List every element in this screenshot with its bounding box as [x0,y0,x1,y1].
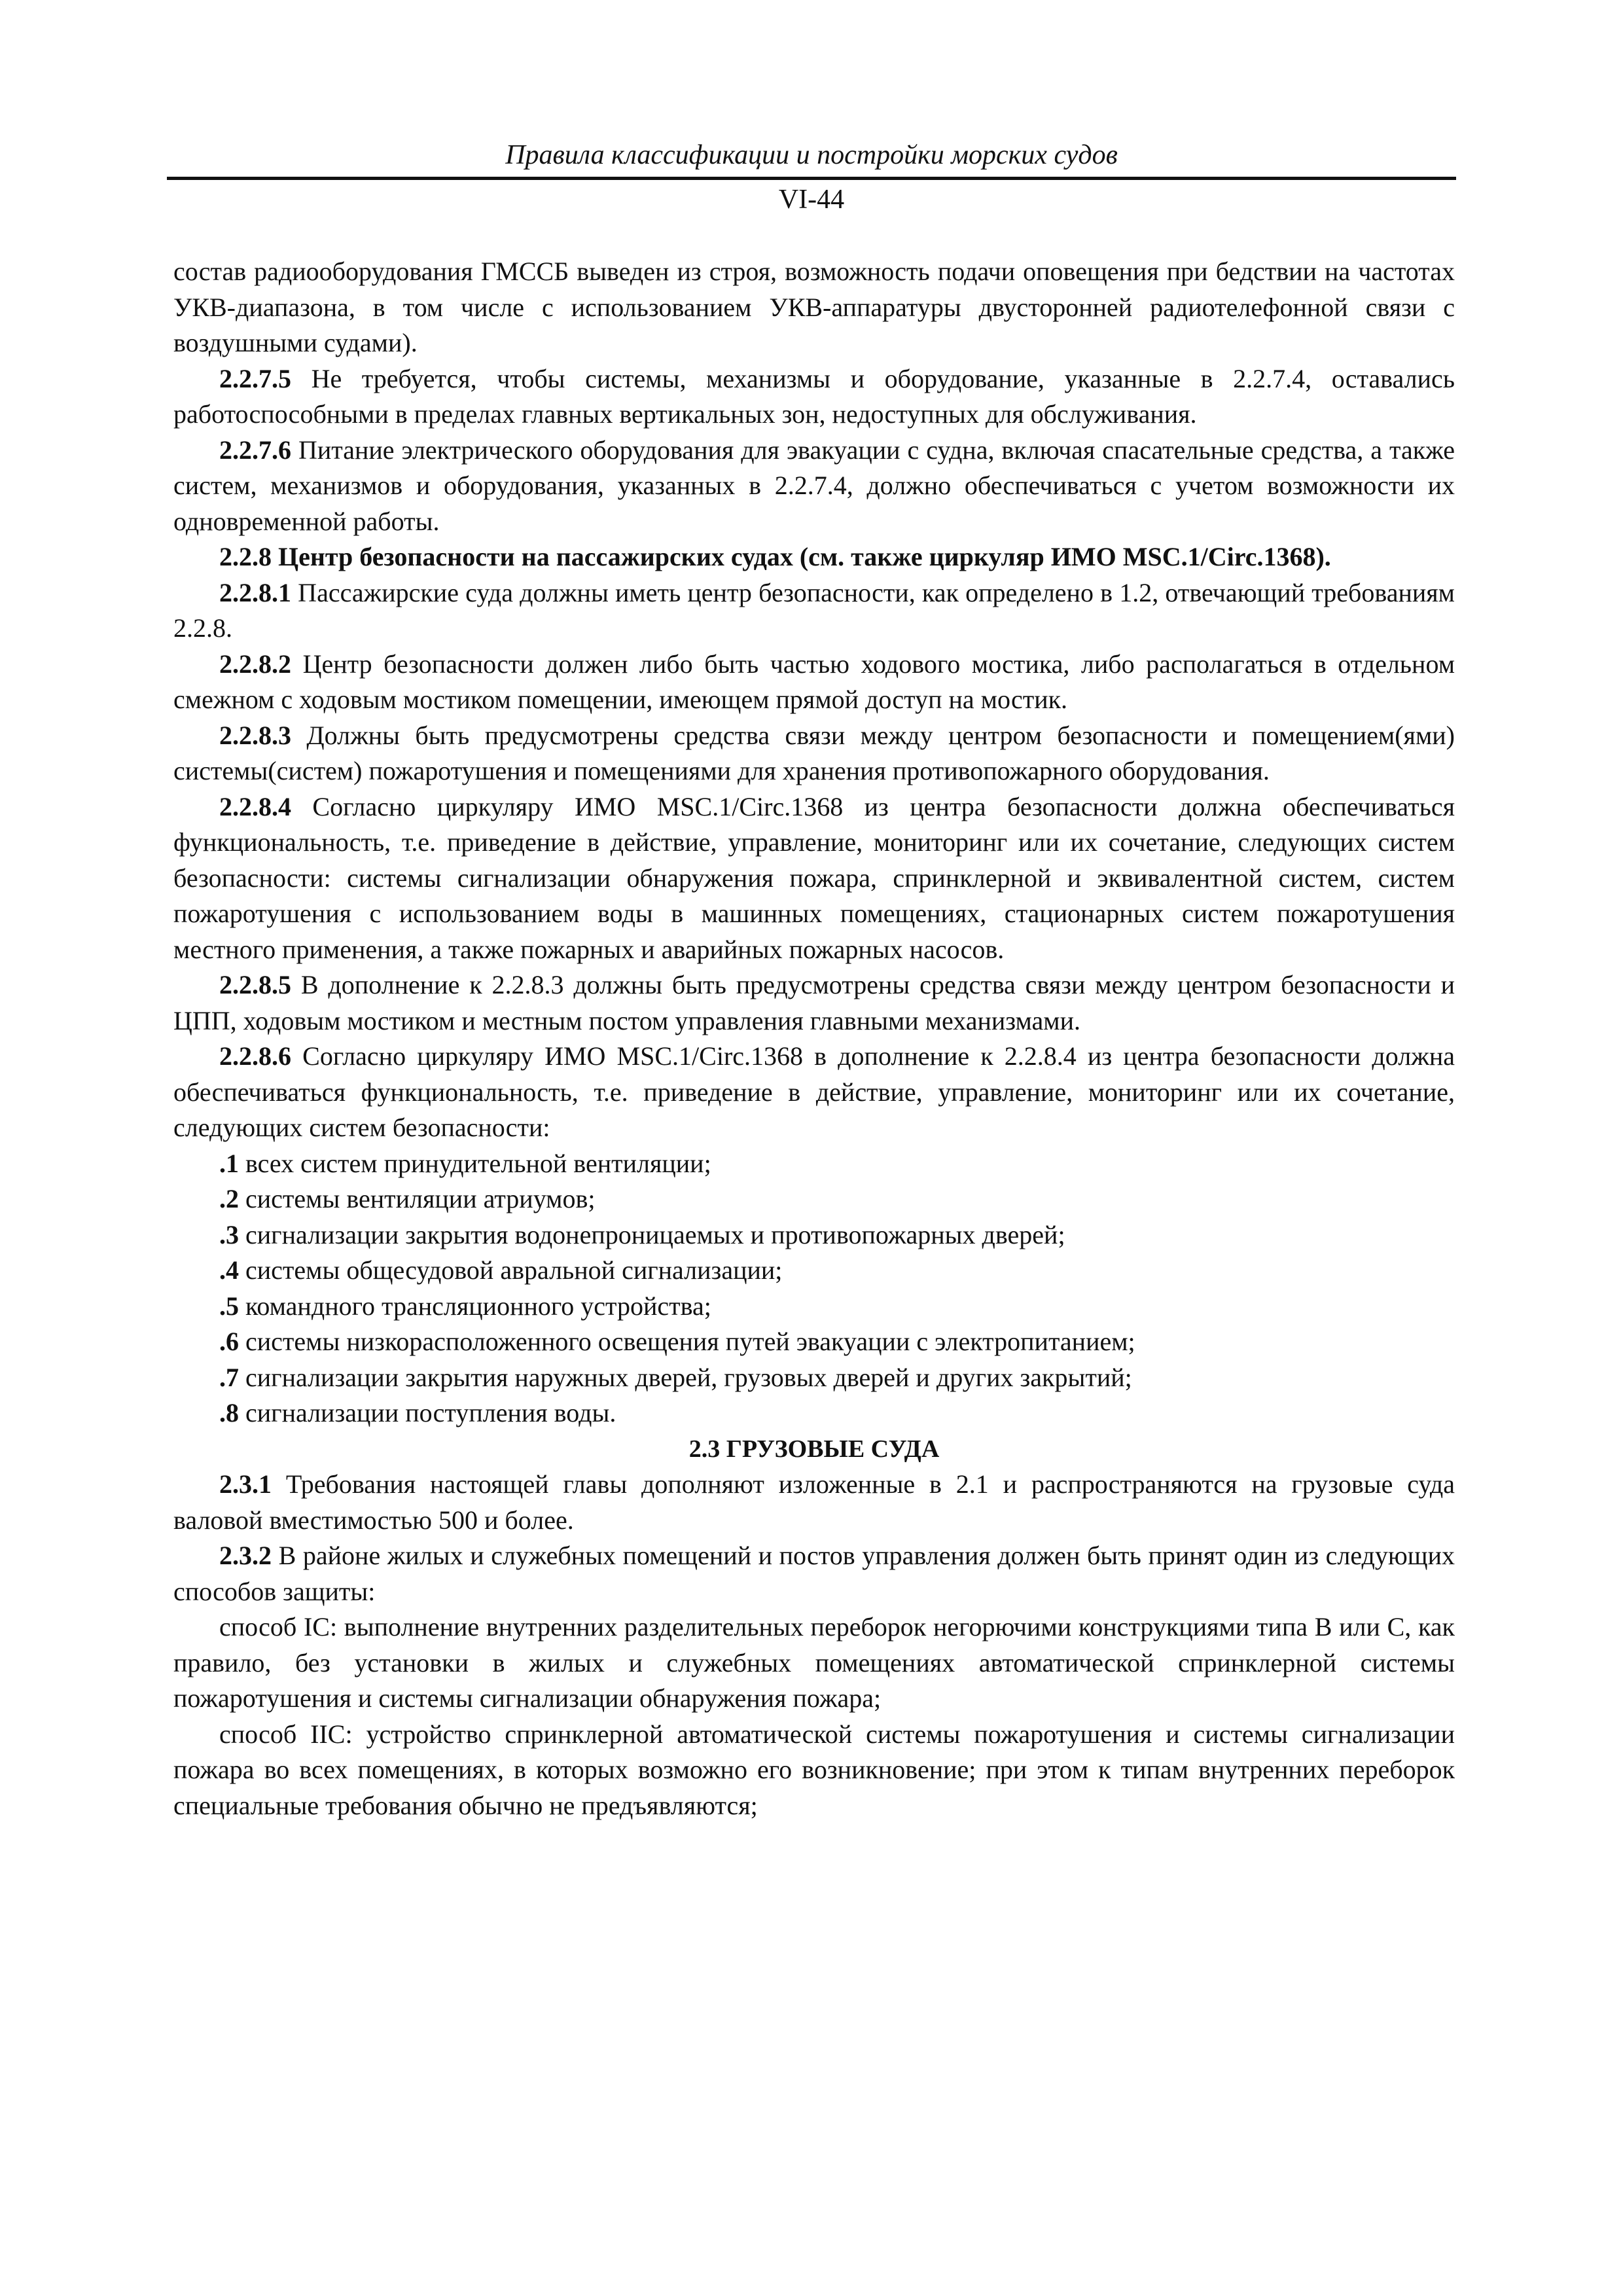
paragraph-2-3-1 [173,1467,1455,1538]
clause-text: В районе жилых и служебных помещений и постов управления должен быть принят один из следующих способов защиты: [173,1541,1455,1606]
list-text: сигнализации закрытия водонепроницаемых и противопожарных дверей; [239,1219,1065,1249]
list-item [173,1253,1455,1289]
list-number: .6 [219,1327,239,1356]
list-item [173,1289,1455,1325]
list-number: .8 [219,1398,239,1427]
clause-text: Должны быть предусмотрены средства связи между центром безопасности и помещением(ями) системы(систем) пожаротушения и помещениями для хранения противопожарного оборудования. [173,720,1455,785]
clause-text: Пассажирские суда должны иметь центр безопасности, как определено в 1.2, отвечающий требованиям 2.2.8. [173,577,1455,643]
clause-number: 2.3.2 [219,1541,272,1570]
list-item [173,1217,1455,1253]
paragraph-2-2-7-5 [173,361,1455,433]
clause-text: Центр безопасности должен либо быть частью ходового мостика, либо располагаться в отдельном смежном с ходовым мостиком помещении, имеющем прямой доступ на мостик. [173,649,1455,714]
list-number: .1 [219,1148,239,1178]
list-number: .4 [219,1255,239,1285]
clause-text: Согласно циркуляру ИМО MSC.1/Circ.1368 из центра безопасности должна обеспечиваться функциональность, т.е. приведение в действие, управление, мониторинг или их сочетание, следующих систем безопасности: системы сигнализации обнаружения пожара, спринклерной и эквивалентной систем, систем пожаротушения с использованием воды в машинных помещениях, стационарных систем пожаротушения местного применения, а также пожарных и аварийных пожарных насосов. [173,791,1455,964]
clause-number: 2.2.8.2 [219,649,291,679]
paragraph-2-2-8-3 [173,718,1455,789]
page-number: VI-44 [778,185,845,215]
list-item [173,1324,1455,1360]
list-text: системы вентиляции атриумов; [239,1184,596,1213]
list-item [173,1181,1455,1217]
clause-text: Не требуется, чтобы системы, механизмы и оборудование, указанные в 2.2.7.4, оставались работоспособными в пределах главных вертикальных зон, недоступных для обслуживания. [173,363,1455,429]
paragraph-2-2-7-6 [173,433,1455,540]
list-text: сигнализации поступления воды. [239,1398,616,1427]
list-item [173,1395,1455,1431]
paragraph-continuation: состав радиооборудования ГМССБ выведен из строя, возможность подачи оповещения при бедствии на частотах УКВ-диапазона, в том числе с использованием УКВ-аппаратуры двусторонней радиотелефонной связи с воздушными судами). [173,257,1455,357]
clause-number: 2.2.8.3 [219,720,291,750]
paragraph-2-2-8-6 [173,1039,1455,1146]
clause-text: Питание электрического оборудования для эвакуации с судна, включая спасательные средства, а также систем, механизмов и оборудования, указанных в 2.2.7.4, должно обеспечиваться с учетом возможности их одновременной работы. [173,435,1455,536]
paragraph-method-iic: способ IIC: устройство спринклерной автоматической системы пожаротушения и системы сигнализации пожара во всех помещениях, в которых возможно его возникновение; при этом к типам внутренних переборок специальные требования обычно не предъявляются; [173,1719,1455,1820]
list-item [173,1146,1455,1182]
clause-number: 2.2.8.5 [219,970,291,999]
section-title: 2.3 ГРУЗОВЫЕ СУДА [688,1435,940,1463]
paragraph-2-3-2 [173,1538,1455,1609]
paragraph-method-ic: способ IC: выполнение внутренних разделительных переборок негорючими конструкциями типа В или С, как правило, без установки в жилых и служебных помещениях автоматической спринклерной системы пожаротушения и системы сигнализации обнаружения пожара; [173,1612,1455,1713]
paragraph-2-2-8-5 [173,967,1455,1039]
list-text: всех систем принудительной вентиляции; [239,1148,711,1178]
clause-number: 2.2.7.5 [219,363,291,393]
header-rule [167,177,1456,180]
list-text: системы низкорасположенного освещения путей эвакуации с электропитанием; [239,1327,1135,1356]
clause-number: 2.2.8.1 [219,577,291,607]
list-number: .7 [219,1362,239,1392]
clause-number: 2.2.8.6 [219,1041,291,1071]
running-title: Правила классификации и постройки морских судов [505,140,1118,170]
paragraph-2-2-8-1 [173,575,1455,647]
list-text: командного трансляционного устройства; [239,1291,711,1321]
clause-number: 2.3.1 [219,1469,272,1499]
clause-number: 2.2.8.4 [219,791,291,821]
paragraph-2-2-8-4 [173,789,1455,968]
clause-text: Согласно циркуляру ИМО MSC.1/Circ.1368 в дополнение к 2.2.8.4 из центра безопасности должна обеспечиваться функциональность, т.е. приведение в действие, управление, мониторинг или их сочетание, следующих систем безопасности: [173,1041,1455,1142]
list-number: .3 [219,1219,239,1249]
list-number: .5 [219,1291,239,1321]
list-text: системы общесудовой авральной сигнализации; [239,1255,783,1285]
heading-2-2-8: 2.2.8 Центр безопасности на пассажирских судах (см. также циркуляр ИМО MSC.1/Circ.1368). [219,542,1331,571]
clause-number: 2.2.7.6 [219,435,291,465]
document-body [173,254,1455,1823]
list-item [173,1360,1455,1396]
list-text: сигнализации закрытия наружных дверей, грузовых дверей и других закрытий; [239,1362,1132,1392]
paragraph-2-2-8-2 [173,647,1455,718]
clause-text: В дополнение к 2.2.8.3 должны быть предусмотрены средства связи между центром безопасности и ЦПП, ходовым мостиком и местным постом управления главными механизмами. [173,970,1455,1035]
list-number: .2 [219,1184,239,1213]
clause-text: Требования настоящей главы дополняют изложенные в 2.1 и распространяются на грузовые суда валовой вместимостью 500 и более. [173,1469,1455,1535]
